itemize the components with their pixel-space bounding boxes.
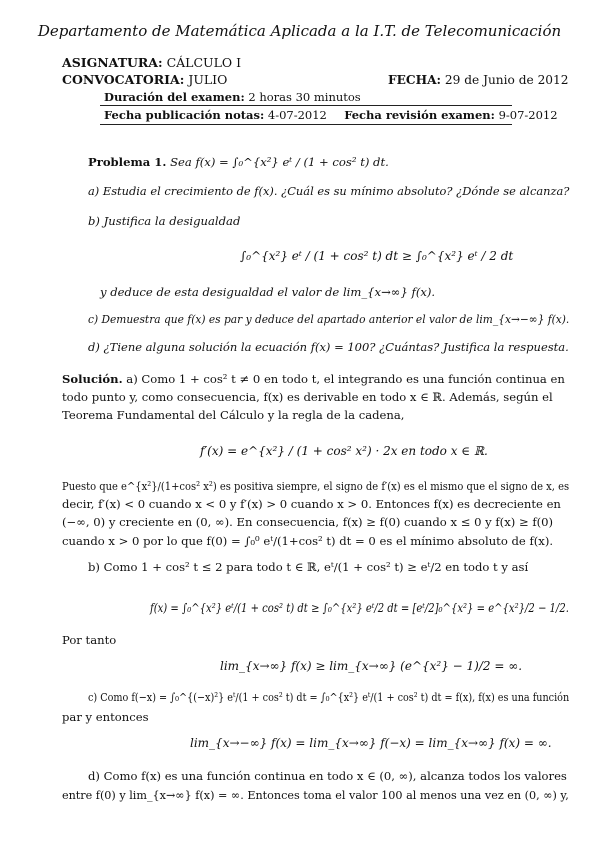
solution-line-11: par y entonces xyxy=(62,710,149,724)
fecha-value: 29 de Junio de 2012 xyxy=(444,72,569,87)
limit-minus-infinity: lim_{x→−∞} f(x) = lim_{x→∞} f(−x) = lim_{x→∞} f(x) = ∞. xyxy=(190,736,552,750)
part-a: a) Estudia el crecimiento de f(x). ¿Cuál es su mínimo absoluto? ¿Dónde se alcanza? xyxy=(88,184,570,198)
header-rule-top xyxy=(100,105,512,106)
convocatoria-value: JULIO xyxy=(188,72,228,87)
fecha-label: FECHA: xyxy=(388,72,442,87)
publicacion-value: 4-07-2012 xyxy=(267,108,327,122)
solution-line-7: cuando x > 0 por lo que f(0) = ∫₀⁰ eᵗ/(1+cos² t) dt = 0 es el mínimo absoluto de f(x). xyxy=(62,534,554,548)
asignatura-value: CÁLCULO I xyxy=(166,55,242,70)
derivative-equation: f′(x) = e^{x²} / (1 + cos² x²) · 2x en todo x ∈ ℝ. xyxy=(200,444,488,458)
convocatoria-row xyxy=(62,74,227,87)
department-heading: Departamento de Matemática Aplicada a la I.T. de Telecomunicación xyxy=(37,22,562,40)
part-c: c) Demuestra que f(x) es par y deduce del apartado anterior el valor de lim_{x→−∞} f(x). xyxy=(88,312,570,326)
solution-line-8: b) Como 1 + cos² t ≤ 2 para todo t ∈ ℝ, eᵗ/(1 + cos² t) ≥ eᵗ/2 en todo t y así xyxy=(88,560,529,574)
asignatura-label: ASIGNATURA: xyxy=(62,55,163,70)
solution-line-5: decir, f′(x) < 0 cuando x < 0 y f′(x) > 0 cuando x > 0. Entonces f(x) es decreciente en xyxy=(62,497,561,511)
header-rule-bottom xyxy=(100,124,512,125)
duracion-row xyxy=(104,92,361,104)
part-b: b) Justifica la desigualdad xyxy=(88,214,241,228)
solution-line-13: entre f(0) y lim_{x→∞} f(x) = ∞. Entonces toma el valor 100 al menos una vez en (0, ∞) y, xyxy=(62,788,569,802)
asignatura-row xyxy=(62,57,241,70)
solution-line-3: Teorema Fundamental del Cálculo y la regla de la cadena, xyxy=(62,408,405,422)
solution-line-1 xyxy=(62,374,565,386)
publicacion-label: Fecha publicación notas: xyxy=(104,108,265,122)
solution-text-1: a) Como 1 + cos² t ≠ 0 en todo t, el integrando es una función continua en xyxy=(126,372,565,386)
revision-label: Fecha revisión examen: xyxy=(344,108,495,122)
duracion-value: 2 horas 30 minutos xyxy=(248,90,361,104)
limit-plus-infinity: lim_{x→∞} f(x) ≥ lim_{x→∞} (e^{x²} − 1)/2 = ∞. xyxy=(220,659,523,673)
solution-line-2: todo punto y, como consecuencia, f(x) es derivable en todo x ∈ ℝ. Además, según el xyxy=(62,390,553,404)
solution-line-4: Puesto que e^{x²}/(1+cos² x²) es positiva siempre, el signo de f′(x) es el mismo que el signo de x, es xyxy=(62,479,570,493)
problem-title: Problema 1. xyxy=(88,155,167,169)
fechas-notas-row xyxy=(104,110,558,122)
problem-statement xyxy=(88,157,389,169)
solution-label: Solución. xyxy=(62,372,123,386)
problem-definition: Sea f(x) = ∫₀^{x²} eᵗ / (1 + cos² t) dt. xyxy=(170,155,389,169)
part-b-inequality: ∫₀^{x²} eᵗ / (1 + cos² t) dt ≥ ∫₀^{x²} eᵗ / 2 dt xyxy=(240,249,514,263)
solution-line-9: Por tanto xyxy=(62,633,117,647)
duracion-label: Duración del examen: xyxy=(104,90,245,104)
solution-line-6: (−∞, 0) y creciente en (0, ∞). En consecuencia, f(x) ≥ f(0) cuando x ≤ 0 y f(x) ≥ f(0) xyxy=(62,515,554,529)
inequality-chain: f(x) = ∫₀^{x²} eᵗ/(1 + cos² t) dt ≥ ∫₀^{x²} eᵗ/2 dt = [eᵗ/2]₀^{x²} = e^{x²}/2 − 1/2. xyxy=(150,601,569,615)
part-b-continuation: y deduce de esta desigualdad el valor de lim_{x→∞} f(x). xyxy=(100,285,436,299)
part-d: d) ¿Tiene alguna solución la ecuación f(x) = 100? ¿Cuántas? Justifica la respuesta. xyxy=(88,340,569,354)
revision-value: 9-07-2012 xyxy=(498,108,558,122)
convocatoria-label: CONVOCATORIA: xyxy=(62,72,185,87)
solution-line-10: c) Como f(−x) = ∫₀^{(−x)²} eᵗ/(1 + cos² t) dt = ∫₀^{x²} eᵗ/(1 + cos² t) dt = f(x), f(x) es una función xyxy=(88,690,570,704)
fecha-row xyxy=(388,74,569,87)
solution-line-12: d) Como f(x) es una función continua en todo x ∈ (0, ∞), alcanza todos los valores xyxy=(88,769,567,783)
